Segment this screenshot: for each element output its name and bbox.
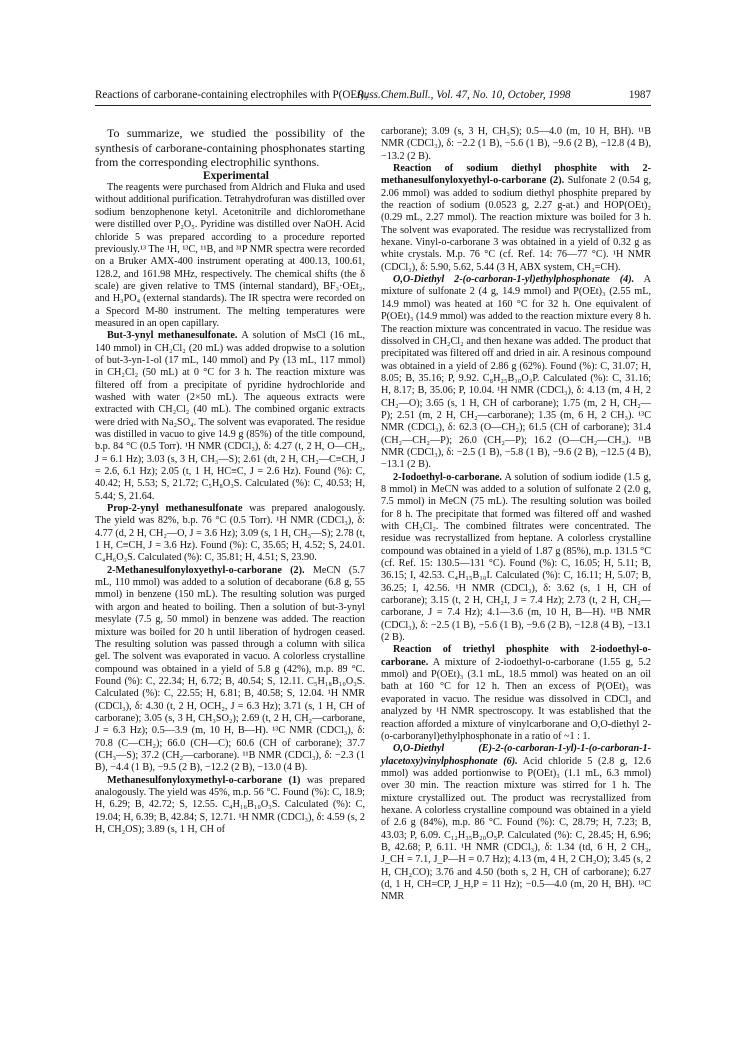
- but-3-ynyl-paragraph: [95, 330, 365, 503]
- experimental-heading: Experimental: [203, 169, 269, 182]
- iodoethyl-heading: 2-Iodoethyl-o-carborane.: [393, 471, 502, 483]
- phosphite-reaction-text: Sulfonate 2 (0.54 g, 2.06 mmol) was added to sodium diethyl phosphite prepared by the reaction of sodium (0.0523 g, 2.27 g-at.) and HOP(OEt)₂ (0.29 mL, 2.27 mmol). The reaction mixture was boiled for 3 h. The solvent was evaporated. The residue was recrystallized from hexane. Vinyl-o-carborane 3 was obtained in a yield of 0.32 g as white crystals. M.p. 76 °C (cf. Ref. 14: 76—77 °C). ¹H NMR (CDCl₃), δ: 5.90, 5.62, 5.44 (3 H, ABX system, CH₂=CH).: [381, 175, 651, 273]
- prop-2-ynyl-text: was prepared analogously. The yield was 82%, b.p. 76 °C (0.5 Torr). ¹H NMR (CDCl₃), δ: 4.77 (d, 2 H, CH₂—O, J = 3.6 Hz); 3.09 (s, 1 H, CH₃—S); 2.78 (t, 1 H, C≡CH, J = 3.6 Hz). Found (%): C, 35.65; H, 4.52; S, 24.01. C₄H₆O₃S. Calculated (%): C, 35.81; H, 4.51; S, 23.90.: [95, 503, 366, 564]
- header-journal-citation: Russ.Chem.Bull., Vol. 47, No. 10, October, 1998: [357, 89, 571, 101]
- prop-2-ynyl-paragraph: [95, 503, 365, 565]
- compound-6-paragraph: [381, 743, 651, 903]
- compound-1-heading: Methanesulfonyloxymethyl-o-carborane (1): [107, 774, 301, 786]
- compound-4-text: A mixture of sulfonate 2 (4 g, 14.9 mmol) and P(OEt)₃ (2.55 mL, 14.9 mmol) was heated at 160 °C for 32 h. One equivalent of P(OEt)₃ (14.9 mmol) was added to the reaction mixture every 8 h. The reaction mixture was concentrated in vacuo. The residue was dissolved in CH₂Cl₂ and then hexane was added. The product that precipitated was filtered off and dried in air. A resinous compound was obtained in a yield of 2.86 g (62%). Found (%): C, 31.07; H, 8.05; B, 35.16; P, 9.92. C₈H₂₅B₁₀O₃P. Calculated (%): C, 31.16; H, 8.17; B, 35.06; P, 10.04. ¹H NMR (CDCl₃), δ: 4.13 (m, 4 H, 2 CH₂—O); 3.65 (s, 1 H, CH of carborane); 1.75 (m, 2 H, CH₂—P); 2.51 (m, 2 H, CH₂—carborane); 1.35 (m, 6 H, 2 CH₃). ¹³C NMR (CDCl₃), δ: 62.3 (O—CH₂); 61.5 (CH of carborane); 31.4 (CH₂—CH₂—P); 26.0 (CH₂—P); 16.2 (O—CH₂—CH₃). ¹¹B NMR (CDCl₃), δ: −2.5 (1 B), −5.8 (1 B), −9.6 (2 B), −12.5 (4 B), −13.1 (2 B).: [381, 274, 651, 471]
- iodoethyl-paragraph: [381, 472, 651, 645]
- but-3-ynyl-text: A solution of MsCl (16 mL, 140 mmol) in CH₂Cl₂ (20 mL) was added dropwise to a solution of but-3-yn-1-ol (17 mL, 140 mmol) and Py (13 mL, 117 mmol) in CH₂Cl₂ (50 mL) at 0 °C for 3 h. The reaction mixture was filtered off from a precipitate of pyridine hydrochloride and washed with water (2×50 mL). The aqueous extracts were extracted with CH₂Cl₂ (40 mL). The combined organic extracts were dried with Na₂SO₄. The solvent was evaporated. The residue was distilled in vacuo to give 14.9 g (85%) of the title compound, b.p. 84 °C (0.5 Torr). ¹H NMR (CDCl₃), δ: 4.27 (t, 2 H, O—CH₂, J = 6.1 Hz); 3.03 (s, 3 H, CH₃—S); 2.61 (dt, 2 H, CH₂—C≡CH, J = 2.6, 6.1 Hz); 2.05 (t, 1 H, HC≡C, J = 2.6 Hz). Found (%): C, 40.42; H, 5.53; S, 21.72; C₅H₈O₃S. Calculated (%): C, 40.53; H, 5.44; S, 21.64.: [95, 330, 365, 502]
- header-rule: [95, 105, 651, 106]
- triethyl-phosphite-text: A mixture of 2-iodoethyl-o-carborane (1.55 g, 5.2 mmol) and P(OEt)₃ (3.1 mL, 18.5 mmol) was heated on an oil bath at 160 °C for 12 h. Then an excess of P(OEt)₃ was evaporated in vacuo. The residue was dissolved in CDCl₃ and analyzed by ¹H NMR spectroscopy. It was established that the reaction afforded a mixture of vinylcarborane and O,O-diethyl 2-(o-carboranyl)ethylphosphonate in a ratio of ~1 : 1.: [381, 656, 651, 742]
- right-column: [381, 126, 651, 904]
- compound-1-text: was prepared analogously. The yield was 45%, m.p. 56 °C. Found (%): C, 18.9; H, 6.29; B, 42.72; S, 12.55. C₄H₁₆B₁₀O₃S. Calculated (%): C, 19.04; H, 6.39; B, 42.84; S, 12.71. ¹H NMR (CDCl₃), δ: 4.59 (s, 2 H, CH₂OS); 3.89 (s, 1 H, CH of: [95, 774, 365, 835]
- triethyl-phosphite-paragraph: [381, 644, 651, 743]
- iodoethyl-text: A solution of sodium iodide (1.5 g, 8 mmol) in MeCN was added to a solution of sulfonate 2 (2.0 g, 7.5 mmol) in MeCN (75 mL). The resulting solution was boiled for 8 h. The precipitate that formed was filtered off and washed with CH₂Cl₂. The combined filtrates were concentrated. The residue was recrystallized from heptane. A colorless crystalline compound was obtained in a yield of 1.87 g (85%), m.p. 131.5 °C (cf. Ref. 15: 130.5—131 °C). Found (%): C, 16.05; H, 5.11; B, 36.15; I, 42.53. C₄H₁₅B₁₀I. Calculated (%): C, 16.11; H, 5.07; B, 36.25; I, 42.56. ¹H NMR (CDCl₃), δ: 3.62 (s, 1 H, CH of carborane); 3.15 (t, 2 H, CH₂I, J = 7.4 Hz); 2.73 (t, 2 H, CH₂—carborane, J = 7.4 Hz); 4.1—3.6 (m, 10 H, B—H). ¹¹B NMR (CDCl₃), δ: −2.5 (1 B), −5.6 (1 B), −9.6 (2 B), −12.8 (4 B), −13.1 (2 B).: [381, 471, 651, 644]
- continued-paragraph: carborane); 3.09 (s, 3 H, CH₃S); 0.5—4.0 (m, 10 H, BH). ¹¹B NMR (CDCl₃), δ: −2.2 (1 B), −5.6 (1 B), −9.6 (2 B), −12.8 (4 B), −13.2 (2 B).: [381, 126, 651, 162]
- left-column: [95, 126, 365, 836]
- compound-4-paragraph: [381, 274, 651, 472]
- phosphite-reaction-heading: Reaction of sodium diethyl phosphite with 2-methanesulfonyloxyethyl-o-carborane (2).: [381, 163, 651, 187]
- compound-2-text: MeCN (5.7 mL, 110 mmol) was added to a solution of decaborane (6.8 g, 55 mmol) in benzene (150 mL). The resulting solution was purged with argon and heated to boiling. Then a solution of but-3-ynyl mesylate (7.5 g, 50 mmol) in benzene was added. The reaction mixture was boiled for 20 h until liberation of hydrogen ceased. The resulting solution was passed through a column with silica gel. The solvent was evaporated in vacuo. A colorless crystalline compound was obtained in a yield of 5.8 g (42%), m.p. 89 °C. Found (%): C, 22.34; H, 6.72; B, 40.54; S, 12.11. C₅H₁₈B₁₀O₃S. Calculated (%): C, 22.55; H, 6.81; B, 40.58; S, 12.04. ¹H NMR (CDCl₃), δ: 4.30 (t, 2 H, OCH₂, J = 6.3 Hz); 3.71 (s, 1 H, CH of carborane); 3.05 (s, 3 H, CH₃SO₂); 2.69 (t, 2 H, CH₂—carborane, J = 6.3 Hz); 0.5—3.9 (m, 10 H, B—H). ¹³C NMR (CDCl₃), δ: 70.8 (C—CH₂); 66.0 (CH—C); 60.6 (CH of carborane); 37.7 (CH₃—S); 37.2 (CH₂—carborane). ¹¹B NMR (CDCl₃), δ: −2.3 (1 B), −4.4 (1 B), −9.5 (2 B), −12.2 (2 B), −13.0 (4 B).: [95, 564, 365, 774]
- prop-2-ynyl-heading: Prop-2-ynyl methanesulfonate: [107, 503, 243, 515]
- compound-6-text: Acid chloride 5 (2.8 g, 12.6 mmol) was added portionwise to P(OEt)₃ (1.1 mL, 6.3 mmol) over 30 min. The reaction mixture was stirred for 1 h. The mixture crystallized out. The product was recrystallized from hexane. A colorless crystalline compound was obtained in a yield of 2.6 g (84%), m.p. 86 °C. Found (%): C, 28.79; H, 7.23; B, 43.03; P, 6.09. C₁₂H₃₅B₂₀O₅P. Calculated (%): C, 28.45; H, 6.96; B, 42.68; P, 6.11. ¹H NMR (CDCl₃), δ: 1.34 (td, 6 H, 2 CH₃, J_CH = 7.1, J_P—H = 0.7 Hz); 4.13 (m, 4 H, 2 CH₂O); 3.45 (s, 2 H, CH₂CO); 3.76 and 4.50 (both s, 2 H, CH of carborane); 6.27 (d, 1 H, CH=CP, J_H,P = 11 Hz); −0.5—4.0 (m, 20 H, BH). ¹³C NMR: [381, 755, 651, 903]
- summary-paragraph: To summarize, we studied the possibility of the synthesis of carborane-containing phosphonates starting from the corresponding electrophilic synthons.: [95, 126, 365, 170]
- compound-6-heading: O,O-Diethyl (E)-2-(o-carboran-1-yl)-1-(o-carboran-1-ylacetoxy)vinylphosphonate (6).: [381, 743, 651, 767]
- but-3-ynyl-heading: But-3-ynyl methanesulfonate.: [107, 330, 238, 342]
- header-article-title: Reactions of carborane-containing electrophiles with P(OEt)₃: [95, 89, 368, 101]
- phosphite-reaction-paragraph: [381, 163, 651, 274]
- triethyl-phosphite-heading: Reaction of triethyl phosphite with 2-iodoethyl-o-carborane.: [381, 644, 651, 668]
- reagents-paragraph: The reagents were purchased from Aldrich and Fluka and used without additional purification. Tetrahydrofuran was distilled over sodium benzophenone ketyl. Acetonitrile and dichloromethane were distilled over P₂O₅. Pyridine was distilled over NaOH. Acid chloride 5 was prepared according to a procedure reported previously.¹³ The ¹H, ¹³C, ¹¹B, and ³¹P NMR spectra were recorded on a Bruker AMX-400 instrument operating at 400.13, 100.61, 128.2, and 161.98 MHz, respectively. The chemical shifts (the δ scale) are given relative to TMS (internal standard), BF₃·OEt₂, and H₃PO₄ (external standards). The IR spectra were recorded on a Specord M-80 instrument. The melting temperatures were measured in an open capillary.: [95, 182, 365, 329]
- compound-2-heading: 2-Methanesulfonyloxyethyl-o-carborane (2).: [107, 564, 305, 576]
- compound-4-heading: O,O-Diethyl 2-(o-carboran-1-yl)ethylphosphonate (4).: [393, 274, 635, 286]
- header-page-number: 1987: [628, 89, 651, 101]
- compound-1-paragraph: [95, 775, 365, 837]
- compound-2-paragraph: [95, 565, 365, 775]
